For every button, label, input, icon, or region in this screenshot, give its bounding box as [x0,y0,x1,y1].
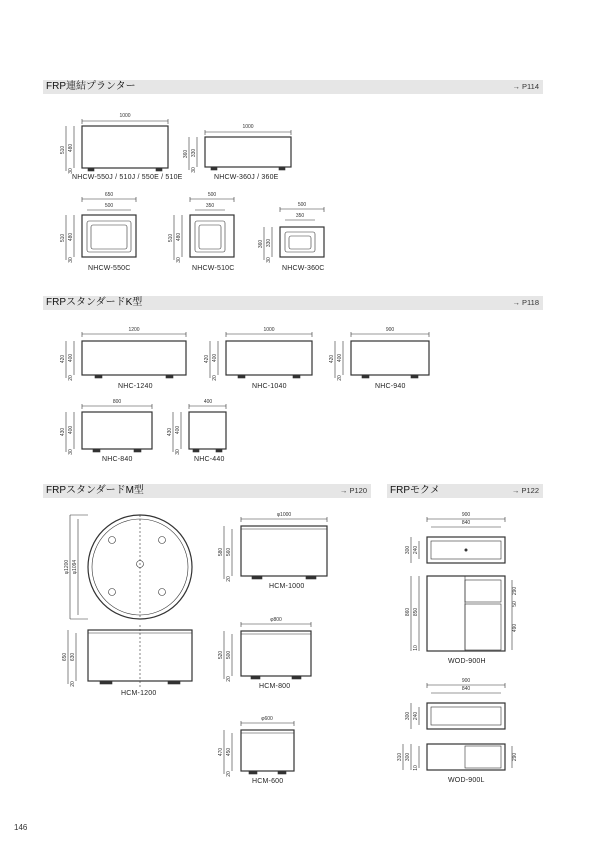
dim-height: 860 [405,607,411,617]
dim-height-inner: 560 [226,547,232,557]
dim-width: 650 [104,192,114,198]
dim-diameter: φ1200 [64,559,70,575]
product-label-nhcw-360j: NHCW-360J / 360E [214,174,279,181]
dim-width: 800 [112,399,122,405]
dim-box: 290 [512,752,518,762]
product-label-nhcw-360c: NHCW-360C [282,265,325,272]
dim-leg: 30 [175,449,181,455]
dim-height-inner: 330 [266,238,272,248]
product-label-hcm-600: HCM-600 [252,778,284,785]
dim-height-inner: 400 [68,425,74,435]
dim-height: 510 [168,233,174,243]
dim-width: 1000 [263,327,275,333]
dim-depth-inner: 240 [413,545,419,555]
dim-leg: 20 [337,375,343,381]
dim-height: 470 [218,747,224,757]
dim-width: 1000 [242,124,254,130]
dim-leg: 20 [226,576,232,582]
dim-leg: 30 [68,449,74,455]
dim-height-inner: 480 [176,232,182,242]
dim-leg: 20 [226,676,232,682]
page-reference-link[interactable]: → P114 [512,82,539,91]
product-label-nhcw-510c: NHCW-510C [192,265,235,272]
drawing-nhc-940 [329,327,429,381]
dim-leg: 30 [176,257,182,263]
product-label-nhc-940: NHC-940 [375,383,406,390]
product-label-nhc-440: NHC-440 [194,456,225,463]
dim-leg: 20 [226,771,232,777]
dim-leg: 10 [413,765,419,771]
page-reference-link[interactable]: → P118 [512,298,539,307]
page-reference-link[interactable]: → P122 [511,486,539,495]
dim-height: 430 [60,427,66,437]
dim-diameter-inner: φ1094 [72,559,78,575]
product-label-hcm-1200: HCM-1200 [121,690,157,697]
drawing-nhc-1040 [204,327,312,381]
product-label-nhc-840: NHC-840 [102,456,133,463]
dim-height-inner: 450 [226,747,232,757]
dim-height: 520 [218,650,224,660]
product-label-wod-900h: WOD-900H [448,658,486,665]
dim-height-inner: 630 [70,652,76,662]
drawing-nhcw-510c [168,192,234,263]
dim-width-inner: 350 [205,203,215,209]
dim-height-inner: 500 [226,650,232,660]
dim-height-inner: 300 [405,752,411,762]
dim-diameter: φ800 [270,617,282,623]
product-label-nhc-1040: NHC-1040 [252,383,287,390]
dim-height-inner: 400 [175,425,181,435]
dim-width-inner: 350 [295,213,305,219]
dim-height: 360 [258,239,264,249]
dim-lower-box: 490 [512,623,518,633]
drawing-nhc-440 [167,399,226,455]
dim-height-inner: 480 [68,143,74,153]
drawing-nhc-840 [60,399,152,455]
dim-height-inner: 400 [212,353,218,363]
dim-height: 420 [204,354,210,364]
dim-width-inner: 840 [461,686,471,692]
product-label-hcm-800: HCM-800 [259,683,291,690]
drawing-hcm-1000 [218,512,327,582]
dim-height: 430 [167,427,173,437]
dim-gap: 50 [512,601,518,607]
dim-leg: 30 [68,168,74,174]
dim-width: 500 [207,192,217,198]
dim-width-inner: 840 [461,520,471,526]
dim-width: 900 [461,678,471,684]
dim-depth: 300 [405,711,411,721]
product-label-nhc-1240: NHC-1240 [118,383,153,390]
dim-depth: 300 [405,545,411,555]
dim-width: 900 [385,327,395,333]
product-label-hcm-1000: HCM-1000 [269,583,305,590]
dim-height: 420 [329,354,335,364]
product-label-wod-900l: WOD-900L [448,777,485,784]
dim-height: 580 [218,547,224,557]
drawing-nhc-1240 [60,327,186,381]
dim-leg: 30 [191,167,197,173]
drawing-nhcw-360c [258,202,324,263]
dim-height: 510 [60,233,66,243]
dim-width: 400 [203,399,213,405]
section-title: FRP連結プランター [46,81,136,92]
page-reference-link[interactable]: → P120 [339,486,367,495]
drawing-wod-900l-plan [405,678,505,729]
dim-height: 510 [60,145,66,155]
dim-leg: 30 [68,257,74,263]
page-number: 146 [14,823,28,832]
dim-leg: 30 [266,257,272,263]
drawing-hcm-800 [218,617,311,682]
dim-height-inner: 400 [68,353,74,363]
drawing-hcm-600 [218,716,294,777]
dim-width: 1000 [119,113,131,119]
section-title: FRPモクメ [390,485,440,496]
drawing-hcm-1200-plan [64,515,192,619]
drawing-hcm-1200-side [62,625,192,688]
dim-height-inner: 330 [191,148,197,158]
dim-leg: 20 [68,375,74,381]
dim-height: 650 [62,652,68,662]
dim-height-inner: 400 [337,353,343,363]
drawing-nhcw-550c [60,192,136,263]
drawing-wod-900h-front [405,576,518,651]
dim-diameter: φ1000 [276,512,292,518]
drawing-wod-900h-plan [405,512,505,563]
dim-width: 900 [461,512,471,518]
dim-diameter: φ600 [261,716,273,722]
drawing-wod-900l-front [397,744,518,771]
section-title: FRPスタンダードK型 [46,297,143,308]
dim-upper-box: 290 [512,586,518,596]
dim-leg: 10 [413,645,419,651]
section-title: FRPスタンダードM型 [46,485,144,496]
dim-height: 310 [397,752,403,762]
drawing-nhcw-360j [183,124,291,173]
dim-leg: 20 [212,375,218,381]
dim-height: 420 [60,354,66,364]
dim-depth-inner: 240 [413,711,419,721]
product-label-nhcw-550c: NHCW-550C [88,265,131,272]
product-label-nhcw-550j: NHCW-550J / 510J / 550E / 510E [72,174,183,181]
dim-width: 1200 [128,327,140,333]
dim-height-inner: 480 [68,232,74,242]
dim-width-inner: 500 [104,203,114,209]
dim-width: 500 [297,202,307,208]
drawing-nhcw-550j [60,113,168,174]
dim-height: 360 [183,149,189,159]
dim-leg: 20 [70,681,76,687]
dim-height-inner: 850 [413,607,419,617]
